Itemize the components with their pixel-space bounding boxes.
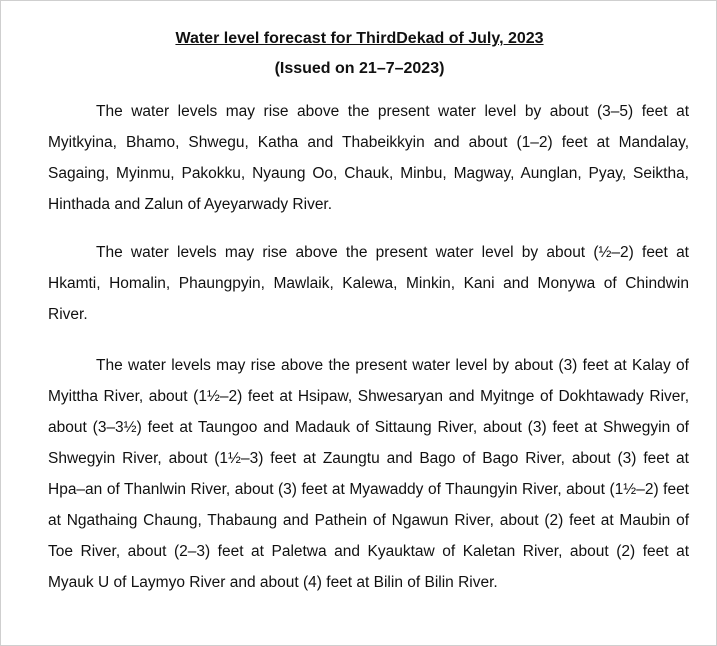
document-title: Water level forecast for ThirdDekad of July, 2023 bbox=[175, 30, 544, 47]
paragraph-other-rivers: The water levels may rise above the present water level by about (3) feet at Kalay of Myittha River, about (1½–2) feet at Hsipaw, Shwesaryan and Myitnge of Dokhtawady River, about (3–3½) feet at Taungoo and Madauk of Sittaung River, about (3) feet at Shwegyin of Shwegyin River, about (1½–3) feet at Zaungtu and Bago of Bago River, about (3) feet at Hpa–an of Thanlwin River, about (3) feet at Myawaddy of Thaungyin River, about (1½–2) feet at Ngathaing Chaung, Thabaung and Pathein of Ngawun River, about (2) feet at Maubin of Toe River, about (2–3) feet at Paletwa and Kyauktaw of Kaletan River, about (2) feet at Myauk U of Laymyo River and about (4) feet at Bilin of Bilin River. bbox=[48, 357, 689, 591]
paragraph-chindwin: The water levels may rise above the present water level by about (½–2) feet at Hkamti, Homalin, Phaungpyin, Mawlaik, Kalewa, Minkin, Kani and Monywa of Chindwin River. bbox=[48, 244, 689, 323]
issued-date: (Issued on 21–7–2023) bbox=[274, 60, 445, 77]
paragraph-ayeyarwady: The water levels may rise above the present water level by about (3–5) feet at Myitkyina, Bhamo, Shwegu, Katha and Thabeikkyin and about (1–2) feet at Mandalay, Sagaing, Myinmu, Pakokku, Nyaung Oo, Chauk, Minbu, Magway, Aunglan, Pyay, Seiktha, Hinthada and Zalun of Ayeyarwady River. bbox=[48, 103, 689, 213]
